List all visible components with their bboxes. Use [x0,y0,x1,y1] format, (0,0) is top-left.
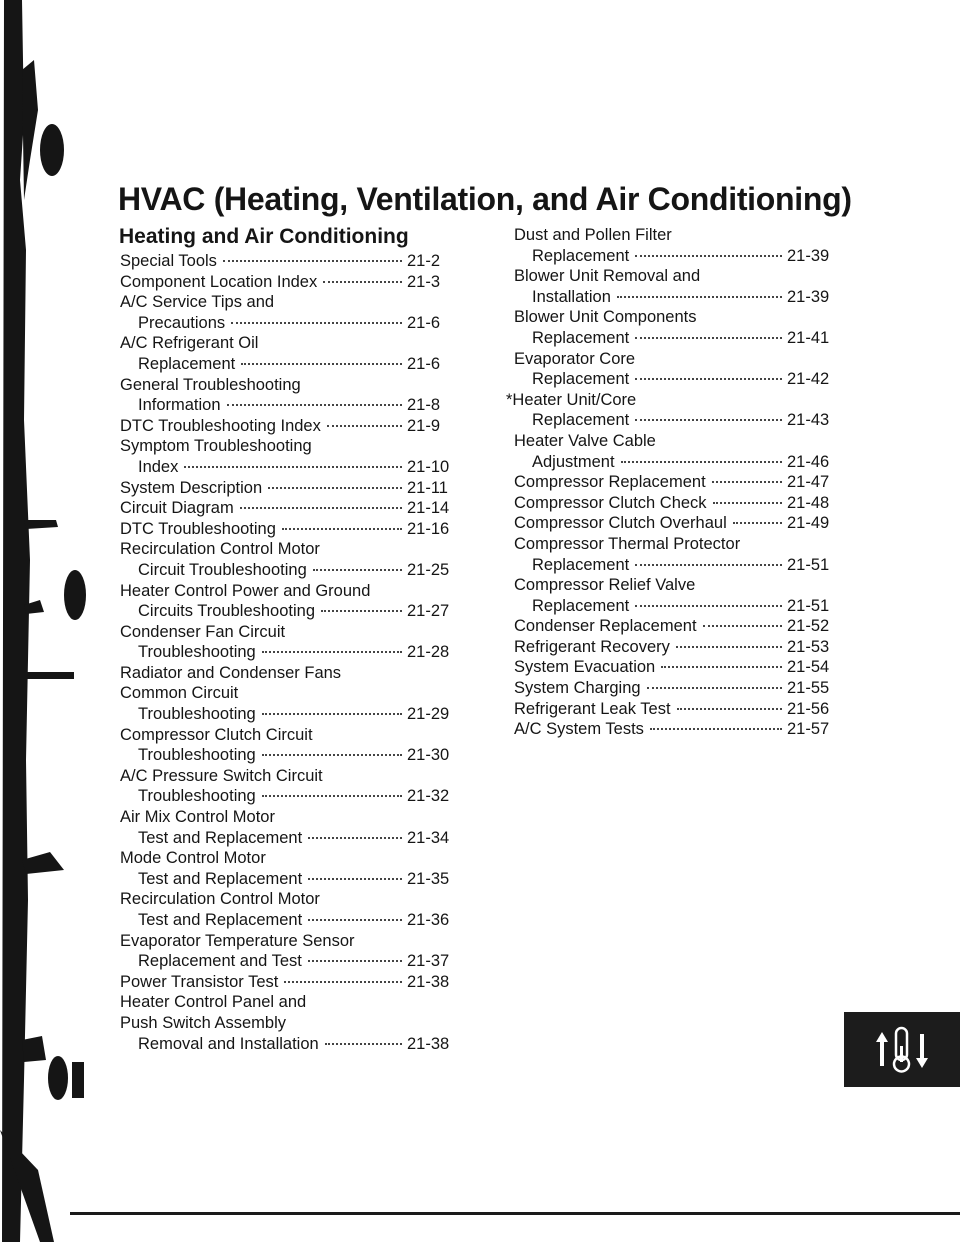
toc-entry-title-line: Common Circuit [120,684,239,703]
toc-entry[interactable] [506,390,839,431]
toc-entry[interactable] [120,436,459,477]
toc-entry-title-line: Recirculation Control Motor [120,540,320,559]
toc-list-left [119,251,459,1054]
toc-entry[interactable] [514,575,839,616]
toc-entry[interactable] [120,807,459,848]
toc-entry-label: Replacement [532,370,630,389]
toc-page-number[interactable]: 21-51 [787,555,830,574]
toc-page-number[interactable]: 21-29 [407,705,450,724]
toc-entry-label: DTC Troubleshooting Index [120,416,321,435]
toc-entry[interactable] [514,616,839,637]
dot-leader [223,260,402,262]
dot-leader [308,837,402,839]
page-title: HVAC (Heating, Ventilation, and Air Conditioning) [118,181,852,218]
dot-leader [240,507,402,509]
toc-entry[interactable] [120,333,459,374]
toc-page-number[interactable]: 21-8 [407,396,441,415]
toc-entry-title-line: Recirculation Control Motor [120,890,320,909]
toc-entry-row [514,616,839,637]
toc-entry-row [514,699,839,720]
toc-entry-title-line: A/C Service Tips and [120,293,275,312]
toc-page-number[interactable]: 21-36 [407,911,450,929]
toc-page-number[interactable]: 21-43 [787,411,830,430]
toc-entry-row [514,493,839,514]
toc-entry[interactable] [120,498,459,519]
toc-entry[interactable] [120,766,459,807]
toc-entry-label: Troubleshooting [138,787,256,806]
toc-entry-label: Replacement [532,246,630,265]
toc-entry-title-line: Mode Control Motor [120,849,266,868]
toc-entry-label: Test and Replacement [138,869,303,888]
toc-entry-label: Refrigerant Leak Test [514,699,671,718]
dot-leader [327,425,402,427]
toc-entry-row [514,596,839,617]
toc-page-number[interactable]: 21-38 [407,972,450,991]
toc-entry-row [120,478,459,499]
dot-leader [617,296,782,298]
toc-entry-title-line: Blower Unit Components [514,308,697,327]
dot-leader [262,651,402,653]
dot-leader [661,666,782,668]
dot-leader [635,564,782,566]
toc-entry-title-line: Radiator and Condenser Fans [120,663,342,682]
toc-entry[interactable] [514,678,839,699]
dot-leader [323,281,402,283]
toc-page-number[interactable]: 21-34 [407,828,450,847]
toc-list-right [506,225,839,740]
toc-page-number[interactable]: 21-11 [407,478,448,497]
toc-entry-row [120,828,459,849]
toc-entry[interactable] [120,478,459,499]
toc-page-number[interactable]: 21-53 [787,637,830,656]
thermometer-arrows-icon [844,1012,960,1087]
dot-leader [308,919,402,921]
toc-entry[interactable] [120,519,459,540]
dot-leader [650,728,782,730]
toc-entry-row [514,472,839,493]
toc-page-number[interactable]: 21-48 [787,493,830,512]
toc-page-number[interactable]: 21-9 [407,416,441,435]
toc-entry[interactable] [514,699,839,720]
toc-page-number[interactable]: 21-42 [787,370,830,389]
toc-entry-label: Special Tools [120,252,217,270]
toc-entry[interactable] [514,637,839,658]
toc-page-number[interactable]: 21-39 [787,287,830,306]
toc-entry[interactable] [514,266,839,307]
dot-leader [325,1043,402,1045]
dot-leader [268,487,402,489]
toc-entry-row [120,272,459,293]
dot-leader [227,404,402,406]
toc-entry[interactable] [514,513,839,534]
toc-entry[interactable] [514,307,839,348]
dot-leader [713,502,782,504]
toc-page-number[interactable]: 21-49 [787,514,830,533]
toc-entry-title-line: *Heater Unit/Core [506,390,637,409]
dot-leader [282,528,402,530]
toc-page-number[interactable]: 21-47 [787,473,830,492]
toc-entry-label: Replacement [532,328,630,347]
toc-entry-label: System Charging [514,679,641,698]
dot-leader [321,610,402,612]
toc-entry-label: Circuit Diagram [120,499,234,518]
toc-entry-title-line: Evaporator Temperature Sensor [120,931,355,950]
section-tab[interactable] [844,1012,960,1087]
toc-entry-row [514,555,839,576]
toc-entry-label: DTC Troubleshooting [120,519,276,538]
dot-leader [647,687,782,689]
toc-entry-row [120,354,459,375]
toc-entry-row [120,745,459,766]
dot-leader [676,646,782,648]
toc-entry-row [514,678,839,699]
toc-entry-row [514,637,839,658]
toc-entry[interactable] [120,416,459,437]
toc-entry-label: Removal and Installation [138,1034,319,1053]
toc-entry-title-line: Blower Unit Removal and [514,267,701,286]
toc-entry-label: Replacement [532,411,630,430]
toc-entry[interactable] [120,889,459,930]
toc-page-number[interactable]: 21-6 [407,313,441,332]
dot-leader [308,960,402,962]
toc-page-number[interactable]: 21-32 [407,787,450,806]
toc-page-number[interactable]: 21-38 [407,1034,450,1053]
toc-page-number[interactable]: 21-6 [407,354,441,373]
toc-entry-label: Index [138,457,179,476]
bottom-rule [70,1212,960,1215]
toc-page-number[interactable]: 21-39 [787,246,830,265]
dot-leader [733,522,782,524]
toc-entry-row [120,869,459,890]
toc-entry-row [120,642,459,663]
dot-leader [241,363,402,365]
dot-leader [712,481,782,483]
toc-entry-title-line: Push Switch Assembly [120,1013,286,1032]
toc-entry-row [120,457,459,478]
toc-entry-label: Troubleshooting [138,643,256,662]
toc-entry-row [514,657,839,678]
toc-entry-label: Refrigerant Recovery [514,637,670,656]
toc-page-number[interactable]: 21-56 [787,699,830,718]
toc-entry-title-line: A/C Refrigerant Oil [120,334,259,353]
toc-entry-row [120,498,459,519]
toc-entry-row [514,719,839,740]
toc-entry[interactable] [120,272,459,293]
dot-leader [184,466,402,468]
toc-entry-label: A/C System Tests [514,720,644,739]
toc-entry-row [514,328,839,349]
toc-entry[interactable] [514,657,839,678]
toc-entry-label: Compressor Clutch Overhaul [514,514,727,533]
toc-page-number[interactable]: 21-25 [407,560,450,579]
dot-leader [262,795,402,797]
dot-leader [703,625,782,627]
toc-entry-title-line: Symptom Troubleshooting [120,437,312,456]
toc-entry-title-line: Compressor Relief Valve [514,576,696,595]
dot-leader [262,754,402,756]
toc-entry-title-line: General Troubleshooting [120,375,301,394]
toc-entry-label: System Description [120,478,263,497]
toc-entry-title-line: A/C Pressure Switch Circuit [120,766,323,785]
toc-page-number[interactable]: 21-46 [787,452,830,471]
toc-page-number[interactable]: 21-14 [407,499,450,518]
toc-entry-row [514,452,839,473]
toc-page-number[interactable]: 21-54 [787,658,830,677]
toc-entry-label: Circuit Troubleshooting [138,560,307,579]
toc-entry[interactable] [514,719,839,740]
toc-entry-title-line: Heater Valve Cable [514,431,656,450]
toc-entry-title-line: Compressor Thermal Protector [514,534,741,553]
toc-entry-row [120,313,459,334]
toc-entry-label: Circuits Troubleshooting [138,602,316,621]
toc-entry[interactable] [514,225,839,266]
toc-entry[interactable] [120,663,459,725]
toc-entry-row [120,951,459,972]
dot-leader [635,378,782,380]
toc-entry-row [120,395,459,416]
toc-entry[interactable] [120,931,459,972]
toc-entry[interactable] [120,581,459,622]
toc-entry[interactable] [514,472,839,493]
toc-entry[interactable] [514,349,839,390]
toc-entry-row [120,972,459,993]
toc-entry-label: Condenser Replacement [514,617,697,636]
toc-entry-row [120,601,459,622]
toc-page-number[interactable]: 21-52 [787,617,830,636]
toc-entry[interactable] [120,622,459,663]
toc-entry[interactable] [120,539,459,580]
toc-entry[interactable] [514,534,839,575]
toc-entry[interactable] [514,493,839,514]
toc-entry-label: System Evacuation [514,658,656,677]
toc-page-number[interactable]: 21-35 [407,869,450,888]
toc-entry-label: Replacement [532,555,630,574]
toc-entry-title-line: Compressor Clutch Circuit [120,725,313,744]
toc-column-right [506,225,839,740]
toc-entry-label: Test and Replacement [138,911,303,929]
toc-entry[interactable] [514,431,839,472]
toc-entry-label: Power Transistor Test [120,972,279,991]
toc-entry[interactable] [120,972,459,993]
toc-page-number[interactable]: 21-10 [407,457,450,476]
toc-entry-label: Precautions [138,313,226,332]
toc-entry-title-line: Evaporator Core [514,349,636,368]
toc-entry-row [120,416,459,437]
toc-entry-row [514,369,839,390]
dot-leader [635,419,782,421]
toc-page-number[interactable]: 21-55 [787,679,830,698]
toc-entry-row [514,246,839,267]
dot-leader [635,605,782,607]
toc-entry[interactable] [120,848,459,889]
toc-entry[interactable] [120,375,459,416]
toc-page-number[interactable]: 21-3 [407,272,441,291]
toc-page-number[interactable]: 21-27 [407,602,450,621]
toc-entry-label: Compressor Clutch Check [514,493,707,512]
toc-page-number[interactable]: 21-51 [787,596,830,615]
toc-entry-row [120,519,459,540]
toc-entry-label: Component Location Index [120,272,318,291]
toc-entry-label: Installation [532,287,611,306]
toc-entry-label: Troubleshooting [138,746,256,765]
toc-page-number[interactable]: 21-37 [407,952,450,971]
dot-leader [635,255,782,257]
toc-entry-row [120,704,459,725]
toc-page-number[interactable]: 21-2 [407,252,441,270]
toc-entry[interactable] [120,292,459,333]
toc-entry-title-line: Heater Control Power and Ground [120,581,371,600]
toc-entry[interactable] [120,251,459,272]
toc-page-number[interactable]: 21-57 [787,720,830,739]
toc-entry-title-line: Condenser Fan Circuit [120,622,286,641]
dot-leader [231,322,402,324]
toc-entry-label: Replacement [532,596,630,615]
toc-entry-label: Information [138,396,221,415]
toc-page-number[interactable]: 21-41 [787,328,830,347]
toc-column-left [119,225,459,1054]
dot-leader [262,713,402,715]
toc-entry-row [514,513,839,534]
toc-entry-row [120,251,459,272]
toc-entry-title-line: Air Mix Control Motor [120,808,275,827]
toc-entry[interactable] [120,992,459,1054]
toc-page-number[interactable]: 21-30 [407,746,450,765]
toc-entry-label: Adjustment [532,452,615,471]
toc-entry-row [514,287,839,308]
section-heading: Heating and Air Conditioning [119,225,409,248]
toc-entry-title-line: Dust and Pollen Filter [514,226,672,244]
dot-leader [308,878,402,880]
dot-leader [635,337,782,339]
toc-entry-label: Test and Replacement [138,828,303,847]
dot-leader [284,981,402,983]
toc-entry-label: Compressor Replacement [514,473,706,492]
dot-leader [677,708,782,710]
toc-entry-row [120,560,459,581]
toc-entry-title-line: Heater Control Panel and [120,993,307,1012]
toc-entry-label: Replacement and Test [138,952,302,971]
dot-leader [313,569,402,571]
toc-entry-label: Troubleshooting [138,705,256,724]
toc-page-number[interactable]: 21-28 [407,643,450,662]
toc-entry-label: Replacement [138,354,236,373]
toc-entry[interactable] [120,725,459,766]
toc-entry-row [120,910,459,931]
toc-entry-row [120,1034,459,1055]
toc-entry-row [514,410,839,431]
toc-page-number[interactable]: 21-16 [407,519,450,538]
dot-leader [621,461,782,463]
binding-edge [0,0,110,1242]
toc-entry-row [120,786,459,807]
